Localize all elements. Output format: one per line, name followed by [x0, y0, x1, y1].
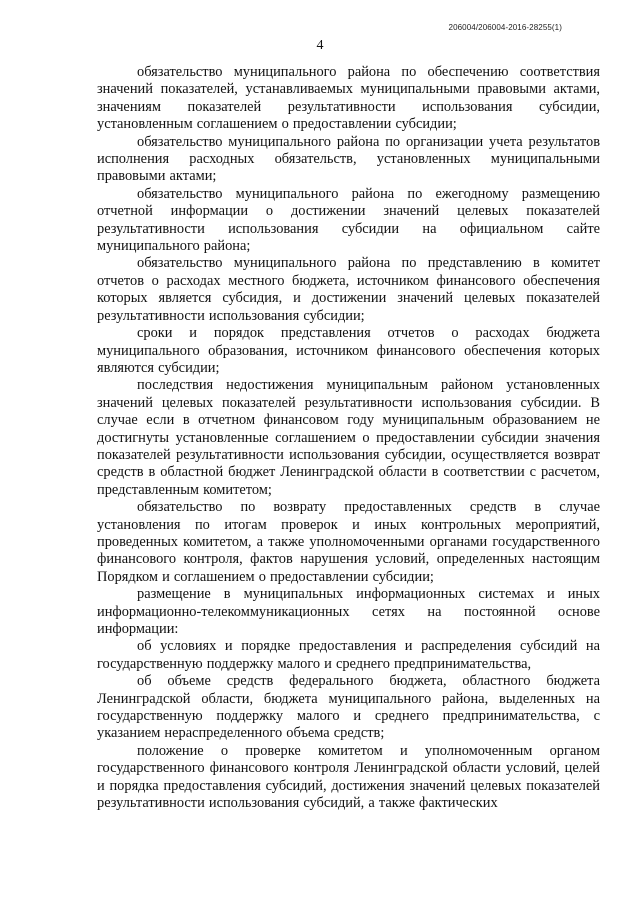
paragraph: положение о проверке комитетом и уполномоченным органом государственного финансового контроля Ленинградской области условий, целей и порядка предоставления субсидий, достижения значений целевых показателей результативности использования субсидий, а также фактических	[97, 742, 600, 812]
paragraph: об объеме средств федерального бюджета, областного бюджета Ленинградской области, бюджета муниципального района, выделенных на государственную поддержку малого и среднего предпринимательства, с указанием нераспределенного объема средств;	[97, 673, 600, 742]
paragraph: обязательство по возврату предоставленных средств в случае установления по итогам проверок и иных контрольных мероприятий, проведенных комитетом, а также уполномоченными органами государственного финансового контроля, фактов нарушения условий, определенных настоящим Порядком и соглашением о предоставлении субсидии;	[97, 499, 600, 585]
document-code: 206004/206004-2016-28255(1)	[448, 23, 562, 32]
paragraph: обязательство муниципального района по организации учета результатов исполнения расходных обязательств, установленных муниципальными правовыми актами;	[97, 133, 600, 185]
document-body	[97, 64, 600, 812]
paragraph: обязательство муниципального района по ежегодному размещению отчетной информации о достижении значений целевых показателей результативности использования субсидии на официальном сайте муниципального района;	[97, 185, 600, 255]
paragraph: обязательство муниципального района по представлению в комитет отчетов о расходах местного бюджета, источником финансового обеспечения которых является субсидия, и достижении значений целевых показателей результативности использования субсидии;	[97, 255, 600, 324]
page-number: 4	[316, 38, 324, 53]
paragraph: об условиях и порядке предоставления и распределения субсидий на государственную поддержку малого и среднего предпринимательства,	[97, 638, 600, 672]
paragraph: последствия недостижения муниципальным районом установленных значений целевых показателей результативности использования субсидии. В случае если в отчетном финансовом году муниципальным образованием не достигнуты установленные соглашением о предоставлении субсидии значения показателей результативности использования субсидии, осуществляется возврат средств в областной бюджет Ленинградской области в соответствии с расчетом, представленным комитетом;	[97, 377, 600, 498]
paragraph: обязательство муниципального района по обеспечению соответствия значений показателей, устанавливаемых муниципальными правовыми актами, значениям показателей результативности использования субсидии, установленным соглашением о предоставлении субсидии;	[97, 64, 600, 133]
paragraph: размещение в муниципальных информационных системах и иных информационно-телекоммуникационных сетях на постоянной основе информации:	[97, 586, 600, 637]
paragraph: сроки и порядок представления отчетов о расходах бюджета муниципального образования, источником финансового обеспечения которых являются субсидии;	[97, 325, 600, 376]
